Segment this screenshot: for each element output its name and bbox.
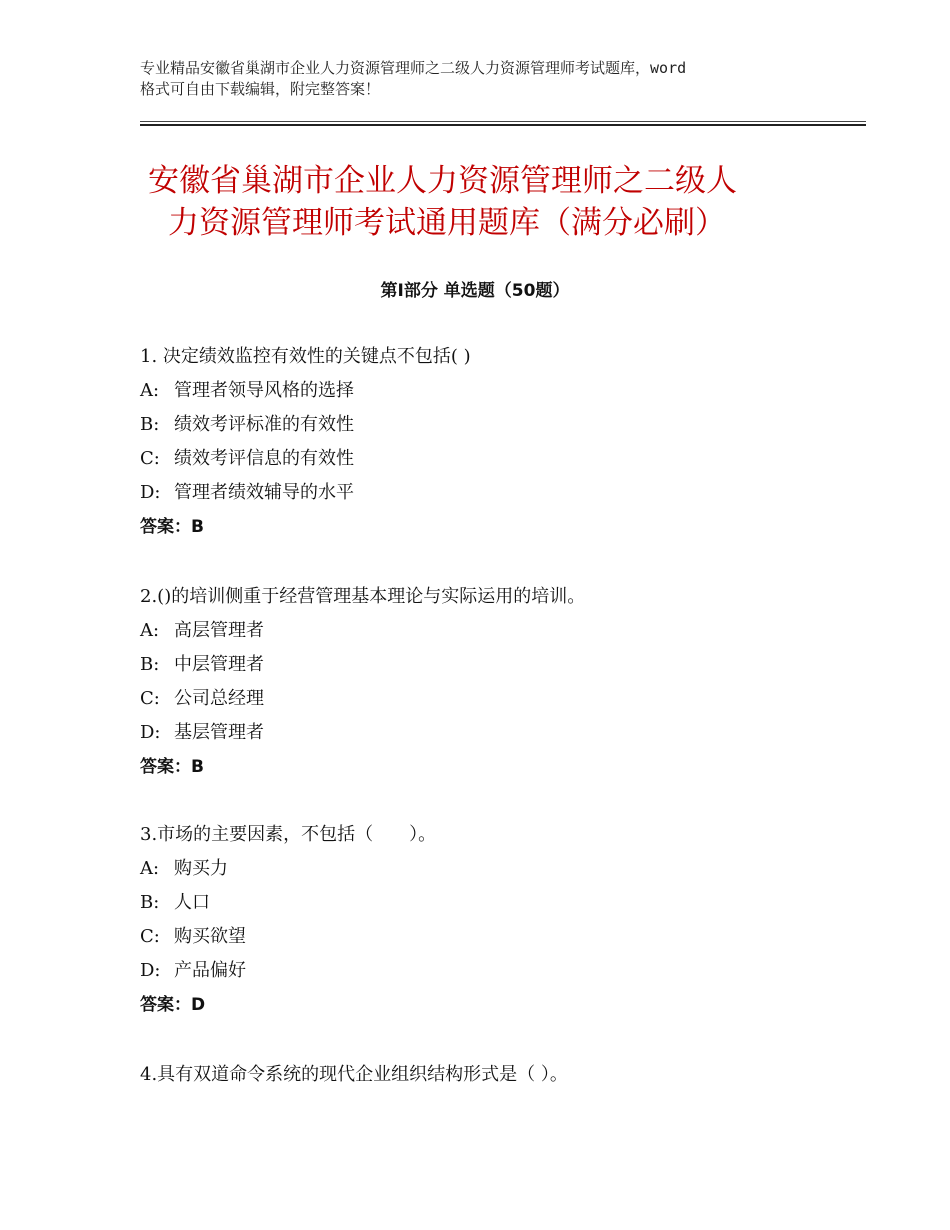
question-4 [140, 1058, 860, 1092]
option-a [140, 374, 860, 408]
option-c [140, 442, 860, 476]
question-stem: 1. 决定绩效监控有效性的关键点不包括( ) [140, 346, 471, 367]
option-label: B: [140, 892, 160, 913]
section-title: 第Ⅰ部分 单选题（50题） [380, 281, 570, 301]
option-text: 绩效考评信息的有效性 [174, 448, 354, 469]
option-label: C: [140, 926, 160, 947]
option-label: C: [140, 448, 160, 469]
option-label: D: [140, 722, 161, 743]
question-stem: 3.市场的主要因素，不包括（ ）。 [140, 824, 437, 845]
question-2 [140, 580, 860, 784]
option-label: B: [140, 654, 160, 675]
option-d [140, 716, 860, 750]
header-note [140, 58, 830, 100]
question-stem: 4.具有双道命令系统的现代企业组织结构形式是（ ）。 [140, 1064, 568, 1085]
option-text: 人口 [174, 892, 210, 913]
option-text: 公司总经理 [174, 688, 264, 709]
option-label: A: [140, 380, 160, 401]
option-text: 管理者领导风格的选择 [174, 380, 354, 401]
option-c [140, 920, 860, 954]
header-rule-top [140, 121, 866, 122]
question-3 [140, 818, 860, 1022]
question-1 [140, 340, 860, 544]
document-title [148, 160, 868, 244]
option-b [140, 408, 860, 442]
header-rule-bottom [140, 124, 866, 126]
document-title-line2: 力资源管理师考试通用题库（满分必刷） [168, 205, 726, 241]
option-b [140, 648, 860, 682]
option-c [140, 682, 860, 716]
option-text: 产品偏好 [174, 960, 246, 981]
option-label: C: [140, 688, 160, 709]
document-title-line1: 安徽省巢湖市企业人力资源管理师之二级人 [148, 163, 737, 199]
option-text: 基层管理者 [174, 722, 264, 743]
option-text: 高层管理者 [174, 620, 264, 641]
option-text: 购买欲望 [174, 926, 246, 947]
answer-line: 答案：B [140, 757, 204, 777]
option-text: 管理者绩效辅导的水平 [174, 482, 354, 503]
header-note-line2: 格式可自由下载编辑，附完整答案！ [140, 80, 381, 98]
question-stem: 2.()的培训侧重于经营管理基本理论与实际运用的培训。 [140, 586, 586, 607]
header-note-line1: 专业精品安徽省巢湖市企业人力资源管理师之二级人力资源管理师考试题库，word [140, 59, 687, 77]
option-text: 中层管理者 [174, 654, 264, 675]
option-text: 绩效考评标准的有效性 [174, 414, 354, 435]
option-d [140, 476, 860, 510]
answer-line: 答案：D [140, 995, 206, 1015]
answer-line: 答案：B [140, 517, 204, 537]
option-label: A: [140, 620, 160, 641]
option-a [140, 614, 860, 648]
option-label: A: [140, 858, 160, 879]
option-b [140, 886, 860, 920]
option-label: B: [140, 414, 160, 435]
option-label: D: [140, 960, 161, 981]
option-text: 购买力 [174, 858, 228, 879]
option-d [140, 954, 860, 988]
option-label: D: [140, 482, 161, 503]
option-a [140, 852, 860, 886]
